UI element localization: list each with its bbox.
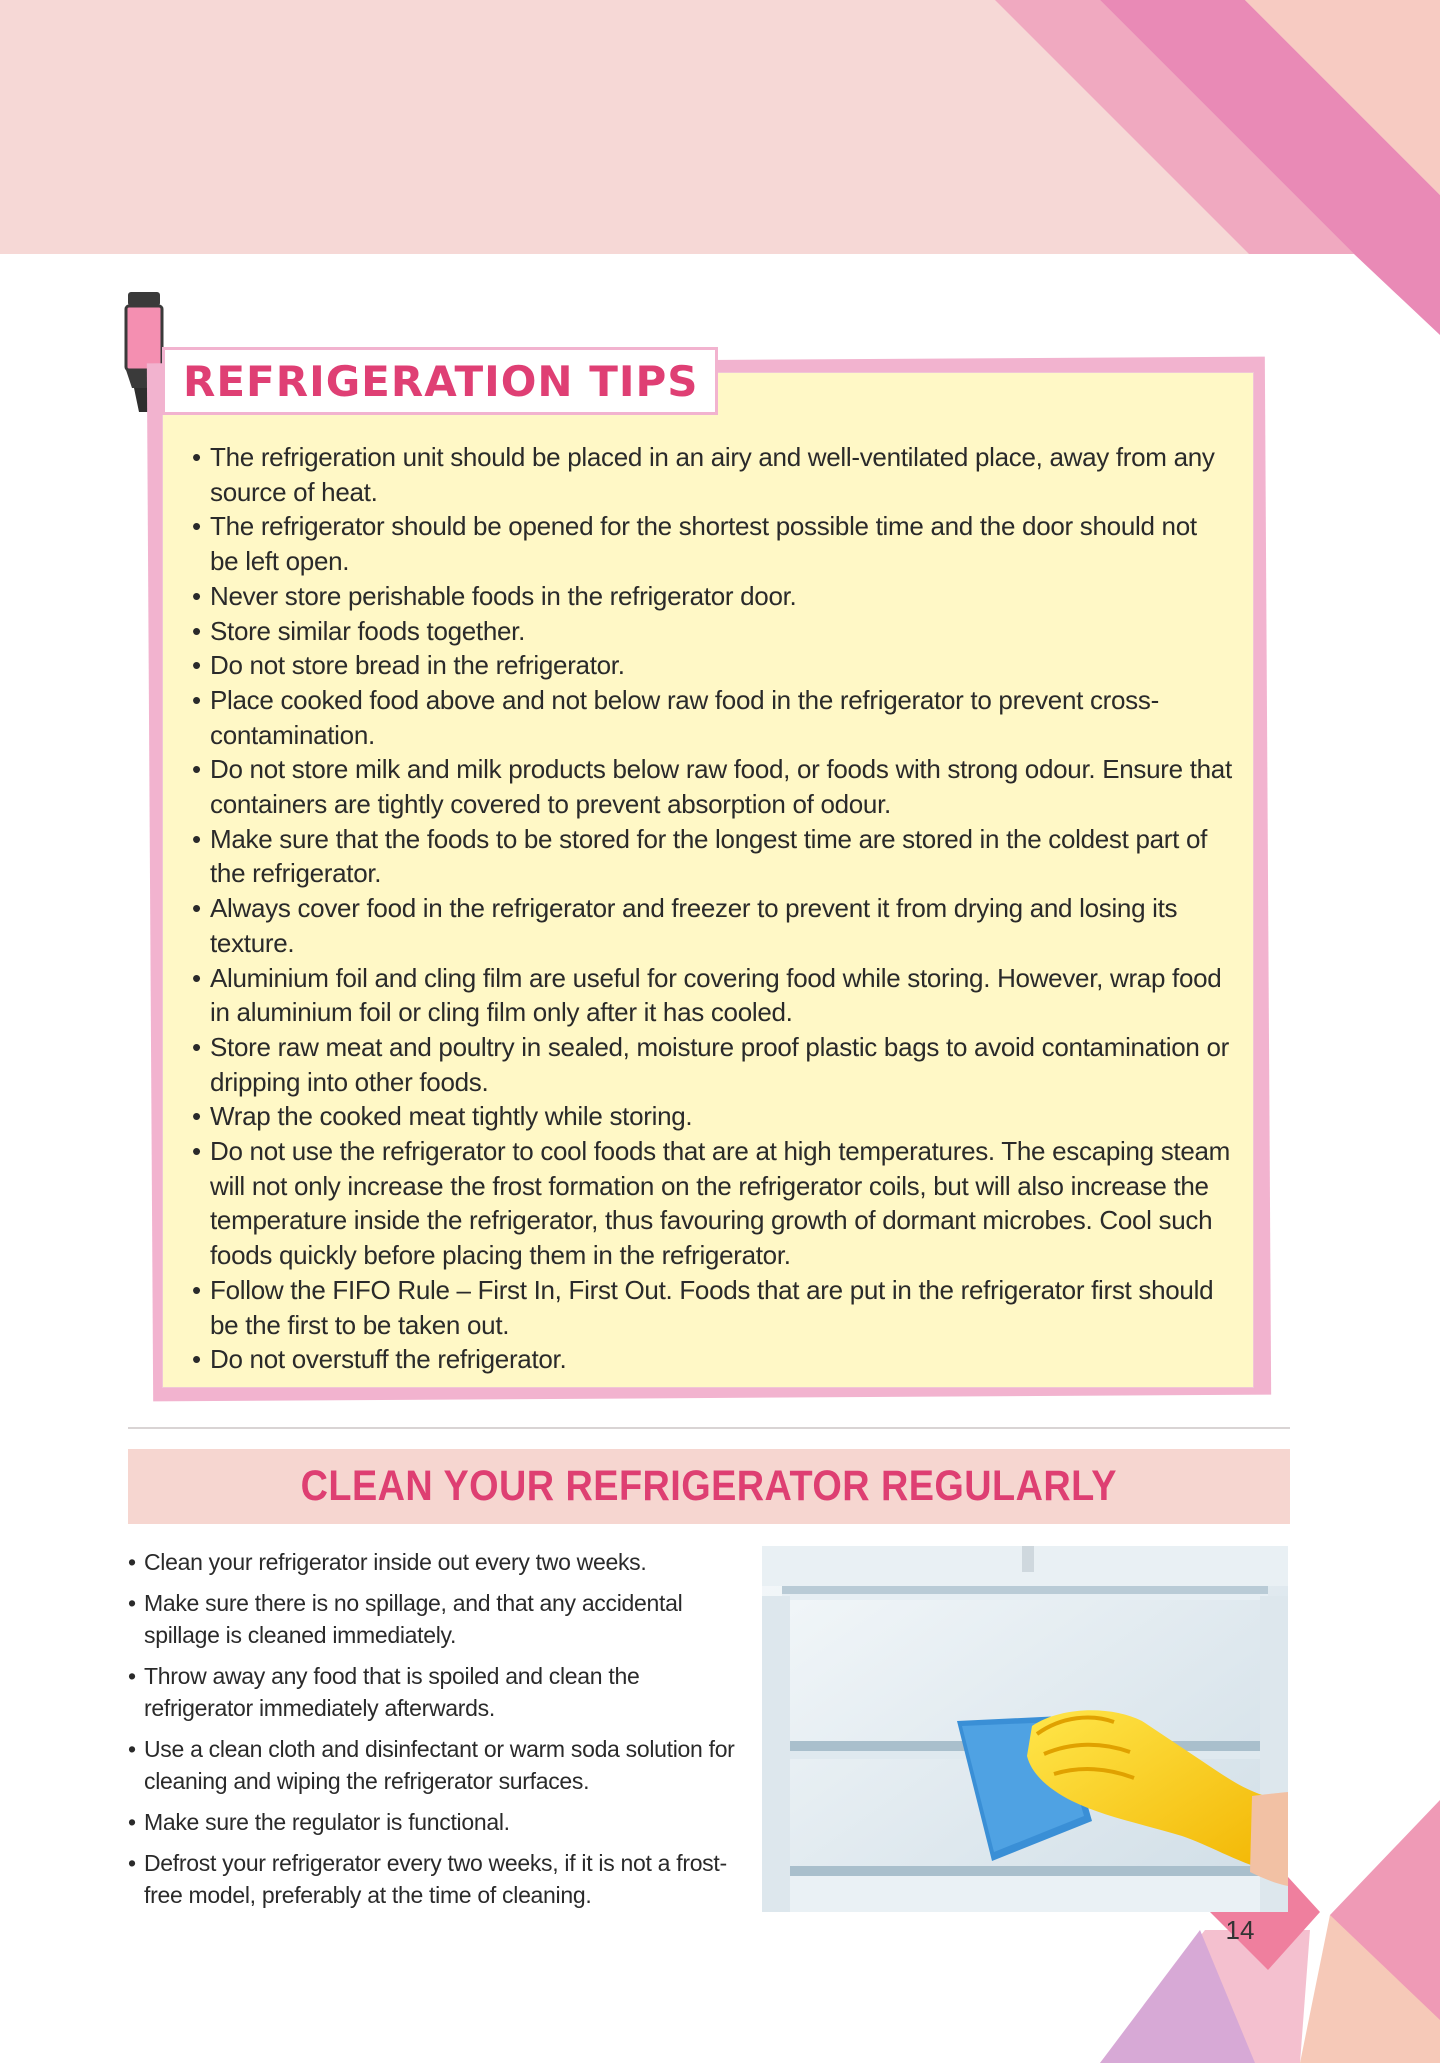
tip-item: • Do not overstuff the refrigerator. [192, 1342, 1232, 1377]
tip-item: • Do not store bread in the refrigerator. [192, 648, 1232, 683]
clean-item: • Clean your refrigerator inside out every two weeks. [128, 1546, 748, 1578]
clean-section-title: CLEAN YOUR REFRIGERATOR REGULARLY [300, 1462, 1118, 1510]
tip-item: • Do not store milk and milk products below raw food, or foods with strong odour. Ensure that containers are tightly covered to prevent absorption of odour. [192, 752, 1232, 821]
section-divider [128, 1427, 1290, 1429]
tips-list [192, 440, 1232, 1377]
tip-item: • Do not use the refrigerator to cool foods that are at high temperatures. The escaping steam will not only increase the frost formation on the refrigerator coils, but will also increase the temperature inside the refrigerator, thus favouring growth of dormant microbes. Cool such foods quickly before placing them in the refrigerator. [192, 1134, 1232, 1273]
tip-item: • The refrigerator should be opened for the shortest possible time and the door should not be left open. [192, 509, 1232, 578]
clean-item: • Throw away any food that is spoiled and clean the refrigerator immediately afterwards. [128, 1660, 748, 1724]
clean-item: • Make sure there is no spillage, and that any accidental spillage is cleaned immediately. [128, 1587, 748, 1651]
tip-item: • Always cover food in the refrigerator and freezer to prevent it from drying and losing its texture. [192, 891, 1232, 960]
tip-item: • Never store perishable foods in the refrigerator door. [192, 579, 1232, 614]
clean-item: • Defrost your refrigerator every two weeks, if it is not a frost-free model, preferably at the time of cleaning. [128, 1847, 748, 1911]
clean-item: • Make sure the regulator is functional. [128, 1806, 748, 1838]
clean-section-banner [128, 1449, 1290, 1524]
clean-list [128, 1546, 748, 1920]
page-number: 14 [1225, 1915, 1255, 1945]
tips-title: REFRIGERATION TIPS [183, 356, 699, 406]
tip-item: • Store raw meat and poultry in sealed, moisture proof plastic bags to avoid contamination or dripping into other foods. [192, 1030, 1232, 1099]
tip-item: • Follow the FIFO Rule – First In, First Out. Foods that are put in the refrigerator first should be the first to be taken out. [192, 1273, 1232, 1342]
tip-item: • Wrap the cooked meat tightly while storing. [192, 1099, 1232, 1134]
tip-item: • Aluminium foil and cling film are useful for covering food while storing. However, wrap food in aluminium foil or cling film only after it has cooled. [192, 961, 1232, 1030]
refrigerator-cleaning-photo [762, 1546, 1288, 1912]
tip-item: • Store similar foods together. [192, 614, 1232, 649]
tip-item: • The refrigeration unit should be placed in an airy and well-ventilated place, away from any source of heat. [192, 440, 1232, 509]
tip-item: • Make sure that the foods to be stored for the longest time are stored in the coldest part of the refrigerator. [192, 822, 1232, 891]
tip-item: • Place cooked food above and not below raw food in the refrigerator to prevent cross-contamination. [192, 683, 1232, 752]
tips-title-box [162, 347, 718, 415]
clean-item: • Use a clean cloth and disinfectant or warm soda solution for cleaning and wiping the refrigerator surfaces. [128, 1733, 748, 1797]
